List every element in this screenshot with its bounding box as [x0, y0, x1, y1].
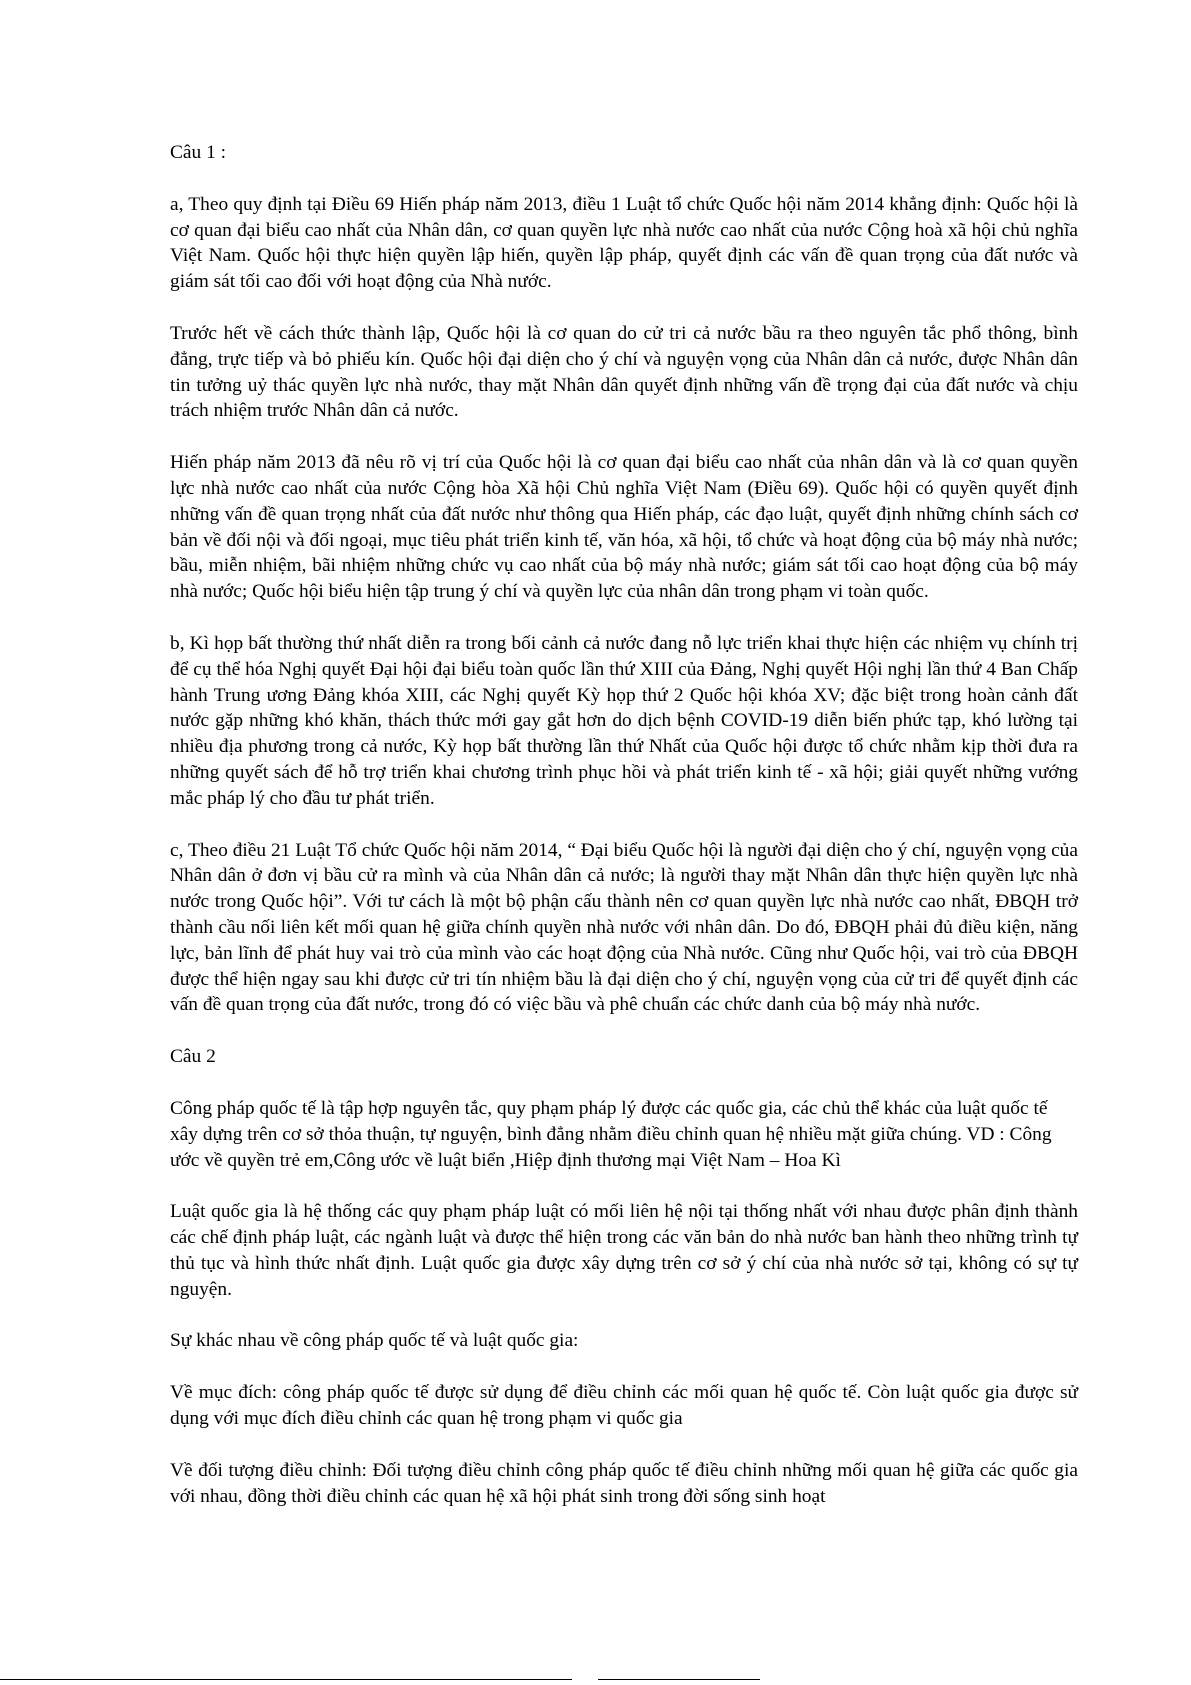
international-law-paragraph: Công pháp quốc tế là tập hợp nguyên tắc, quy phạm pháp lý được các quốc gia, các chủ thể khác của luật quốc tế xây dựng trên cơ sở thỏa thuận, tự nguyện, bình đẳng nhằm điều chỉnh quan hệ nhiều mặt giữa chúng. VD : Công ước về quyền trẻ em,Công ước về luật biển ,Hiệp định thương mại Việt Nam – Hoa Kì — [170, 1097, 1052, 1171]
differences-intro-paragraph: Sự khác nhau về công pháp quốc tế và luật quốc gia: — [170, 1330, 579, 1352]
footer-divider-left — [0, 1679, 572, 1680]
national-law-paragraph: Luật quốc gia là hệ thống các quy phạm pháp luật có mối liên hệ nội tại thống nhất với nhau được phân định thành các chế định pháp luật, các ngành luật và được thể hiện trong các văn bản do nhà nước ban hành theo những trình tự thủ tục và hình thức nhất định. Luật quốc gia được xây dựng trên cơ sở ý chí của nhà nước sở tại, không có sự tự nguyện. — [170, 1201, 1078, 1300]
subject-paragraph: Về đối tượng điều chỉnh: Đối tượng điều chỉnh công pháp quốc tế điều chỉnh những mối quan hệ giữa các quốc gia với nhau, đồng thời điều chỉnh các quan hệ xã hội phát sinh trong đời sống sinh hoạt — [170, 1459, 1078, 1507]
answer-1c-paragraph: c, Theo điều 21 Luật Tổ chức Quốc hội năm 2014, “ Đại biểu Quốc hội là người đại diện cho ý chí, nguyện vọng của Nhân dân ở đơn vị bầu cử ra mình và của Nhân dân cả nước; là người thay mặt Nhân dân thực hiện quyền lực nhà nước trong Quốc hội”. Với tư cách là một bộ phận cấu thành nên cơ quan quyền lực nhà nước cao nhất, ĐBQH trở thành cầu nối liên kết mối quan hệ giữa chính quyền nhà nước với nhân dân. Do đó, ĐBQH phải đủ điều kiện, năng lực, bản lĩnh để phát huy vai trò của mình vào các hoạt động của Nhà nước. Cũng như Quốc hội, vai trò của ĐBQH được thể hiện ngay sau khi được cử tri tín nhiệm bầu là đại diện cho ý chí, nguyện vọng của cử tri để quyết định các vấn đề quan trọng của đất nước, trong đó có việc bầu và phê chuẩn các chức danh của bộ máy nhà nước. — [170, 839, 1078, 1016]
question-1-heading: Câu 1 : — [170, 142, 227, 163]
document-page — [170, 140, 1078, 1509]
footer-divider-right — [598, 1679, 760, 1680]
purpose-paragraph: Về mục đích: công pháp quốc tế được sử dụng để điều chỉnh các mối quan hệ quốc tế. Còn luật quốc gia được sử dụng với mục đích điều chỉnh các quan hệ trong phạm vi quốc gia — [170, 1382, 1078, 1430]
formation-paragraph: Trước hết về cách thức thành lập, Quốc hội là cơ quan do cử tri cả nước bầu ra theo nguyên tắc phổ thông, bình đẳng, trực tiếp và bỏ phiếu kín. Quốc hội đại diện cho ý chí và nguyện vọng của Nhân dân cả nước, được Nhân dân tin tưởng uỷ thác quyền lực nhà nước, thay mặt Nhân dân quyết định những vấn đề trọng đại của đất nước và chịu trách nhiệm trước Nhân dân cả nước. — [170, 322, 1078, 422]
question-2-heading: Câu 2 — [170, 1046, 216, 1068]
answer-1a-paragraph: a, Theo quy định tại Điều 69 Hiến pháp năm 2013, điều 1 Luật tổ chức Quốc hội năm 2014 khẳng định: Quốc hội là cơ quan đại biểu cao nhất của Nhân dân, cơ quan quyền lực nhà nước cao nhất của nước Cộng hoà xã hội chủ nghĩa Việt Nam. Quốc hội thực hiện quyền lập hiến, quyền lập pháp, quyết định các vấn đề quan trọng của đất nước và giám sát tối cao đối với hoạt động của Nhà nước. — [170, 193, 1078, 293]
constitution-paragraph: Hiến pháp năm 2013 đã nêu rõ vị trí của Quốc hội là cơ quan đại biểu cao nhất của nhân dân và là cơ quan quyền lực nhà nước cao nhất của nước Cộng hòa Xã hội Chủ nghĩa Việt Nam (Điều 69). Quốc hội có quyền quyết định những vấn đề quan trọng nhất của đất nước như thông qua Hiến pháp, các đạo luật, quyết định những chính sách cơ bản về đối nội và đối ngoại, mục tiêu phát triển kinh tế, văn hóa, xã hội, tổ chức và hoạt động của bộ máy nhà nước; bầu, miễn nhiệm, bãi nhiệm những chức vụ cao nhất của bộ máy nhà nước; giám sát tối cao hoạt động của bộ máy nhà nước; Quốc hội biểu hiện tập trung ý chí và quyền lực của nhân dân trong phạm vi toàn quốc. — [170, 452, 1078, 603]
answer-1b-paragraph: b, Kì họp bất thường thứ nhất diễn ra trong bối cảnh cả nước đang nỗ lực triển khai thực hiện các nhiệm vụ chính trị để cụ thể hóa Nghị quyết Đại hội đại biểu toàn quốc lần thứ XIII của Đảng, Nghị quyết Hội nghị lần thứ 4 Ban Chấp hành Trung ương Đảng khóa XIII, các Nghị quyết Kỳ họp thứ 2 Quốc hội khóa XV; đặc biệt trong hoàn cảnh đất nước gặp những khó khăn, thách thức mới gay gắt hơn do dịch bệnh COVID-19 diễn biến phức tạp, khó lường tại nhiều địa phương trong cả nước, Kỳ họp bất thường lần thứ Nhất của Quốc hội được tổ chức nhằm kịp thời đưa ra những quyết sách để hỗ trợ triển khai chương trình phục hồi và phát triển kinh tế - xã hội; giải quyết những vướng mắc pháp lý cho đầu tư phát triển. — [170, 632, 1078, 809]
